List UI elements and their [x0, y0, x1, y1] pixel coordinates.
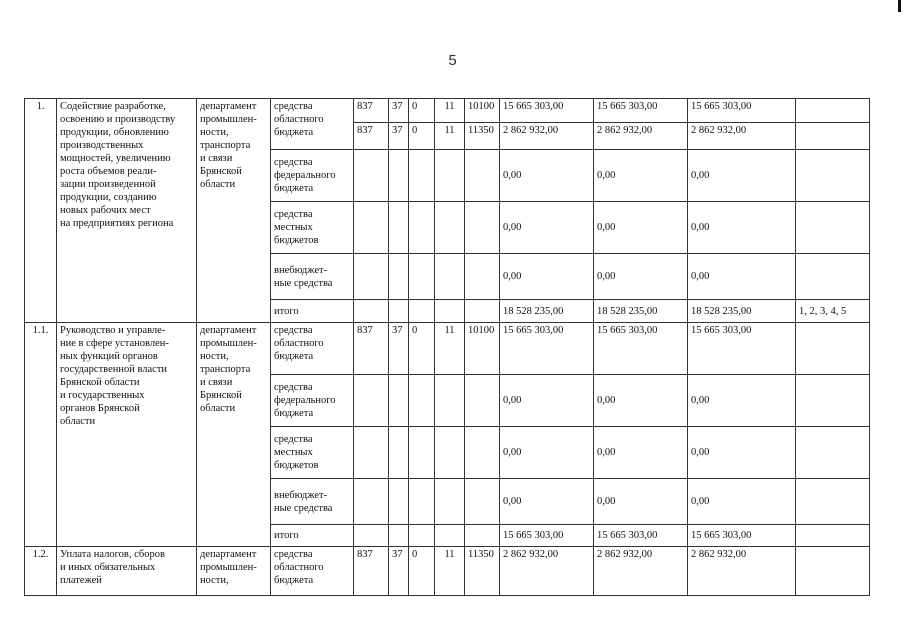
- program-code: [389, 525, 409, 547]
- program-code: [389, 150, 409, 202]
- measure-title: Содействие разработке, освоению и производству продукции, обновлению производственных мощностей, увеличению роста объемов реали- зации произведенной продукции, созданию новых рабочих мест на предприятиях региона: [57, 99, 197, 323]
- amount-year-2: 18 528 235,00: [594, 300, 688, 323]
- subprogram-code: 0: [409, 123, 435, 150]
- amount-year-3: 15 665 303,00: [688, 99, 796, 123]
- linked-indicators: [796, 202, 870, 254]
- amount-year-3: 0,00: [688, 427, 796, 479]
- amount-year-3: 0,00: [688, 202, 796, 254]
- grbs-code: 837: [354, 99, 389, 123]
- program-code: [389, 479, 409, 525]
- program-code: 37: [389, 323, 409, 375]
- subprogram-code: 0: [409, 547, 435, 596]
- activity-code: [435, 525, 465, 547]
- direction-code: [465, 427, 500, 479]
- funding-source: внебюджет- ные средства: [271, 254, 354, 300]
- linked-indicators: [796, 479, 870, 525]
- amount-year-1: 0,00: [500, 254, 594, 300]
- grbs-code: [354, 300, 389, 323]
- grbs-code: 837: [354, 323, 389, 375]
- amount-year-1: 2 862 932,00: [500, 547, 594, 596]
- table-row: [25, 99, 870, 123]
- subprogram-code: 0: [409, 323, 435, 375]
- funding-source: средства местных бюджетов: [271, 427, 354, 479]
- activity-code: [435, 254, 465, 300]
- amount-year-3: 15 665 303,00: [688, 525, 796, 547]
- funding-source: средства местных бюджетов: [271, 202, 354, 254]
- subprogram-code: [409, 300, 435, 323]
- amount-year-1: 0,00: [500, 427, 594, 479]
- amount-year-3: 15 665 303,00: [688, 323, 796, 375]
- amount-year-1: 0,00: [500, 479, 594, 525]
- amount-year-3: 0,00: [688, 375, 796, 427]
- activity-code: 11: [435, 547, 465, 596]
- subprogram-code: 0: [409, 99, 435, 123]
- grbs-code: [354, 150, 389, 202]
- amount-year-1: 15 665 303,00: [500, 99, 594, 123]
- grbs-code: [354, 202, 389, 254]
- amount-year-2: 0,00: [594, 202, 688, 254]
- direction-code: 10100: [465, 99, 500, 123]
- linked-indicators: [796, 123, 870, 150]
- direction-code: [465, 375, 500, 427]
- amount-year-3: 2 862 932,00: [688, 123, 796, 150]
- program-code: [389, 300, 409, 323]
- program-code: [389, 254, 409, 300]
- table-row: [25, 323, 870, 375]
- subprogram-code: [409, 479, 435, 525]
- program-code: [389, 202, 409, 254]
- amount-year-2: 0,00: [594, 150, 688, 202]
- row-number: 1.1.: [25, 323, 57, 547]
- linked-indicators: [796, 99, 870, 123]
- direction-code: [465, 479, 500, 525]
- activity-code: [435, 375, 465, 427]
- program-code: 37: [389, 547, 409, 596]
- amount-year-2: 0,00: [594, 479, 688, 525]
- grbs-code: [354, 427, 389, 479]
- direction-code: [465, 254, 500, 300]
- budget-table-body: [25, 99, 870, 596]
- amount-year-3: 18 528 235,00: [688, 300, 796, 323]
- linked-indicators: [796, 525, 870, 547]
- grbs-code: [354, 479, 389, 525]
- scan-edge-mark: [898, 0, 901, 12]
- direction-code: [465, 525, 500, 547]
- amount-year-1: 2 862 932,00: [500, 123, 594, 150]
- subprogram-code: [409, 525, 435, 547]
- amount-year-2: 2 862 932,00: [594, 547, 688, 596]
- subprogram-code: [409, 375, 435, 427]
- grbs-code: [354, 254, 389, 300]
- responsible-executor: департамент промышлен- ности, транспорта и связи Брянской области: [197, 99, 271, 323]
- responsible-executor: департамент промышлен- ности,: [197, 547, 271, 596]
- program-code: [389, 427, 409, 479]
- direction-code: [465, 202, 500, 254]
- subprogram-code: [409, 427, 435, 479]
- grbs-code: [354, 375, 389, 427]
- activity-code: [435, 202, 465, 254]
- linked-indicators: [796, 150, 870, 202]
- direction-code: [465, 300, 500, 323]
- amount-year-3: 0,00: [688, 479, 796, 525]
- activity-code: [435, 300, 465, 323]
- funding-source: итого: [271, 525, 354, 547]
- budget-table: [24, 98, 870, 596]
- funding-source: средства областного бюджета: [271, 99, 354, 150]
- linked-indicators: [796, 323, 870, 375]
- program-code: 37: [389, 99, 409, 123]
- subprogram-code: [409, 254, 435, 300]
- amount-year-2: 15 665 303,00: [594, 525, 688, 547]
- amount-year-2: 15 665 303,00: [594, 323, 688, 375]
- table-row: [25, 547, 870, 596]
- linked-indicators: 1, 2, 3, 4, 5: [796, 300, 870, 323]
- direction-code: 11350: [465, 123, 500, 150]
- activity-code: [435, 427, 465, 479]
- amount-year-1: 18 528 235,00: [500, 300, 594, 323]
- funding-source: средства областного бюджета: [271, 547, 354, 596]
- amount-year-2: 0,00: [594, 427, 688, 479]
- amount-year-1: 0,00: [500, 375, 594, 427]
- funding-source: средства федерального бюджета: [271, 375, 354, 427]
- measure-title: Руководство и управле- ние в сфере установлен- ных функций органов государственной власти Брянской области и государственных органов Брянской области: [57, 323, 197, 547]
- measure-title: Уплата налогов, сборов и иных обязательных платежей: [57, 547, 197, 596]
- linked-indicators: [796, 375, 870, 427]
- program-code: [389, 375, 409, 427]
- grbs-code: 837: [354, 547, 389, 596]
- responsible-executor: департамент промышлен- ности, транспорта и связи Брянской области: [197, 323, 271, 547]
- row-number: 1.2.: [25, 547, 57, 596]
- subprogram-code: [409, 202, 435, 254]
- linked-indicators: [796, 427, 870, 479]
- program-code: 37: [389, 123, 409, 150]
- amount-year-2: 2 862 932,00: [594, 123, 688, 150]
- amount-year-1: 0,00: [500, 202, 594, 254]
- funding-source: средства областного бюджета: [271, 323, 354, 375]
- amount-year-2: 0,00: [594, 375, 688, 427]
- activity-code: 11: [435, 323, 465, 375]
- amount-year-1: 15 665 303,00: [500, 323, 594, 375]
- grbs-code: [354, 525, 389, 547]
- page-number: 5: [448, 52, 457, 69]
- activity-code: 11: [435, 99, 465, 123]
- amount-year-2: 15 665 303,00: [594, 99, 688, 123]
- activity-code: [435, 479, 465, 525]
- linked-indicators: [796, 254, 870, 300]
- subprogram-code: [409, 150, 435, 202]
- funding-source: итого: [271, 300, 354, 323]
- direction-code: [465, 150, 500, 202]
- amount-year-3: 0,00: [688, 254, 796, 300]
- activity-code: 11: [435, 123, 465, 150]
- amount-year-1: 0,00: [500, 150, 594, 202]
- direction-code: 10100: [465, 323, 500, 375]
- amount-year-3: 0,00: [688, 150, 796, 202]
- linked-indicators: [796, 547, 870, 596]
- amount-year-2: 0,00: [594, 254, 688, 300]
- row-number: 1.: [25, 99, 57, 323]
- amount-year-1: 15 665 303,00: [500, 525, 594, 547]
- amount-year-3: 2 862 932,00: [688, 547, 796, 596]
- funding-source: внебюджет- ные средства: [271, 479, 354, 525]
- direction-code: 11350: [465, 547, 500, 596]
- activity-code: [435, 150, 465, 202]
- grbs-code: 837: [354, 123, 389, 150]
- funding-source: средства федерального бюджета: [271, 150, 354, 202]
